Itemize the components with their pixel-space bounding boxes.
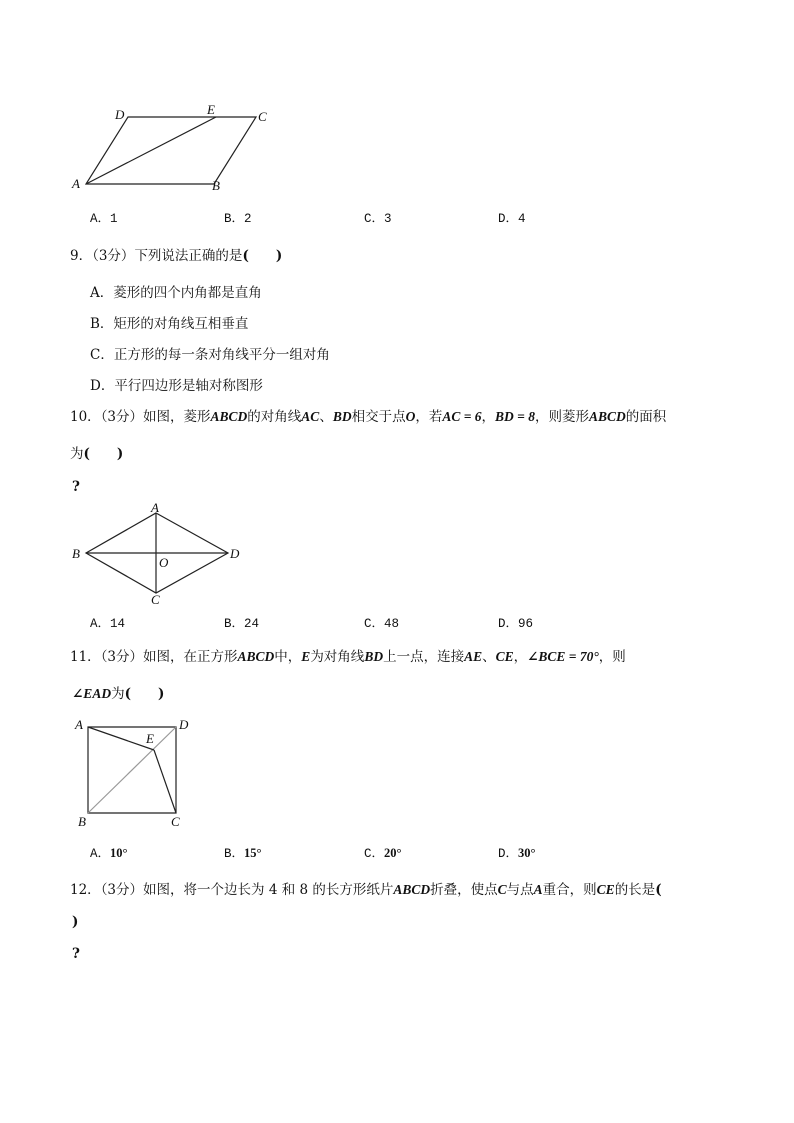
label-C: C xyxy=(171,814,180,829)
text: 的长是 xyxy=(614,882,656,898)
q9-option-b[interactable]: B．矩形的对角线互相垂直 xyxy=(90,316,249,332)
math: C xyxy=(497,882,507,897)
math: AC xyxy=(301,409,320,424)
label-E: E xyxy=(207,102,215,117)
answer-paren: ( ) xyxy=(124,686,165,702)
text: 的对角线 xyxy=(247,409,302,425)
math: AC = 6 xyxy=(442,409,482,424)
label-A: A xyxy=(72,176,80,191)
q8-parallelogram-figure xyxy=(66,100,286,195)
segment-AE xyxy=(88,727,154,750)
question-text: 下列说法正确的是 xyxy=(134,248,243,264)
option-value: 10° xyxy=(110,846,128,860)
text: 、 xyxy=(482,649,496,665)
text: ，若 xyxy=(415,409,443,425)
q8-option-a[interactable]: A．1 xyxy=(90,212,118,226)
label-E: E xyxy=(146,731,154,746)
text: 如图，菱形 xyxy=(143,409,211,425)
diagonal-BD xyxy=(88,727,176,813)
math: BD xyxy=(364,649,384,664)
question-number: 12． xyxy=(70,882,101,898)
text: 与点 xyxy=(506,882,534,898)
math: ∠BCE = 70° xyxy=(527,649,599,664)
math: ABCD xyxy=(210,409,248,424)
q11-stem-line1 xyxy=(70,645,626,665)
missing-image-marker: ? xyxy=(72,946,80,962)
q12-stem-line2: ) xyxy=(72,914,79,930)
q11-square-figure xyxy=(66,712,206,834)
label-A: A xyxy=(75,717,83,732)
option-letter: C． xyxy=(364,847,385,861)
label-D: D xyxy=(179,717,189,732)
question-number: 10． xyxy=(70,409,101,425)
question-score: （3分） xyxy=(100,882,144,898)
question-score: （3分） xyxy=(92,248,135,264)
math: BD xyxy=(332,409,352,424)
q11-option-a[interactable] xyxy=(90,843,128,861)
question-score: （3分） xyxy=(100,649,144,665)
label-B: B xyxy=(78,814,86,829)
math: ABCD xyxy=(393,882,431,897)
option-letter: B． xyxy=(224,847,245,861)
option-value: 20° xyxy=(384,846,402,860)
text: 相交于点 xyxy=(351,409,406,425)
label-B: B xyxy=(72,546,80,561)
math: CE xyxy=(495,649,514,664)
math: AE xyxy=(464,649,483,664)
q11-option-c[interactable] xyxy=(364,843,402,861)
text: ，则菱形 xyxy=(534,409,589,425)
label-A: A xyxy=(151,500,159,515)
q12-stem-line1 xyxy=(70,878,662,898)
math: CE xyxy=(596,882,615,897)
segment-AE xyxy=(86,117,216,184)
q11-option-d[interactable] xyxy=(498,843,536,861)
q10-option-d[interactable]: D．96 xyxy=(498,617,534,631)
text: 如图，将一个边长为 4 和 8 的长方形纸片 xyxy=(143,882,394,898)
q8-option-b[interactable]: B．2 xyxy=(224,212,252,226)
q10-option-c[interactable]: C．48 xyxy=(364,617,400,631)
label-D: D xyxy=(230,546,240,561)
answer-paren-open: ( xyxy=(655,882,662,898)
text: 为 xyxy=(70,446,84,462)
option-letter: D． xyxy=(498,847,519,861)
q10-option-a[interactable]: A．14 xyxy=(90,617,126,631)
q9-option-a[interactable]: A．菱形的四个内角都是直角 xyxy=(90,285,262,301)
q8-option-d[interactable]: D．4 xyxy=(498,212,526,226)
math: E xyxy=(301,649,311,664)
text: 、 xyxy=(319,409,333,425)
q10-stem-line2 xyxy=(70,442,123,462)
missing-image-marker: ? xyxy=(72,479,80,495)
label-D: D xyxy=(115,107,125,122)
math: A xyxy=(533,882,543,897)
text: 为 xyxy=(111,686,125,702)
option-value: 15° xyxy=(244,846,262,860)
text: ， xyxy=(513,649,528,665)
parallelogram-outline xyxy=(86,117,256,184)
text: 的面积 xyxy=(625,409,667,425)
label-C: C xyxy=(151,592,160,607)
text: 如图，在正方形 xyxy=(143,649,238,665)
label-B: B xyxy=(212,178,220,193)
question-score: （3分） xyxy=(100,409,144,425)
option-letter: A． xyxy=(90,847,111,861)
label-C: C xyxy=(258,109,267,124)
math: BD = 8 xyxy=(495,409,535,424)
option-value: 30° xyxy=(518,846,536,860)
question-number: 9． xyxy=(70,248,93,264)
answer-paren: ( ) xyxy=(242,248,283,264)
q10-rhombus-figure xyxy=(66,500,256,610)
q11-stem-line2 xyxy=(72,682,164,702)
text: 为对角线 xyxy=(310,649,365,665)
text: 折叠，使点 xyxy=(430,882,498,898)
text: 重合，则 xyxy=(542,882,597,898)
q8-option-c[interactable]: C．3 xyxy=(364,212,392,226)
q9-option-c[interactable]: C．正方形的每一条对角线平分一组对角 xyxy=(90,347,330,363)
text: 上一点，连接 xyxy=(383,649,465,665)
q9-option-d[interactable]: D．平行四边形是轴对称图形 xyxy=(90,378,263,394)
text: ， xyxy=(481,409,496,425)
text: 中， xyxy=(274,649,302,665)
question-number: 11． xyxy=(70,649,101,665)
q11-option-b[interactable] xyxy=(224,843,262,861)
math: O xyxy=(405,409,416,424)
q9-stem xyxy=(70,244,282,264)
text: ，则 xyxy=(598,649,626,665)
math: ∠EAD xyxy=(72,686,112,701)
math: ABCD xyxy=(237,649,275,664)
segment-CE xyxy=(154,750,176,813)
math: ABCD xyxy=(588,409,626,424)
label-O: O xyxy=(159,555,169,570)
answer-paren: ( ) xyxy=(83,446,124,462)
q10-option-b[interactable]: B．24 xyxy=(224,617,260,631)
q10-stem-line1 xyxy=(70,405,666,425)
